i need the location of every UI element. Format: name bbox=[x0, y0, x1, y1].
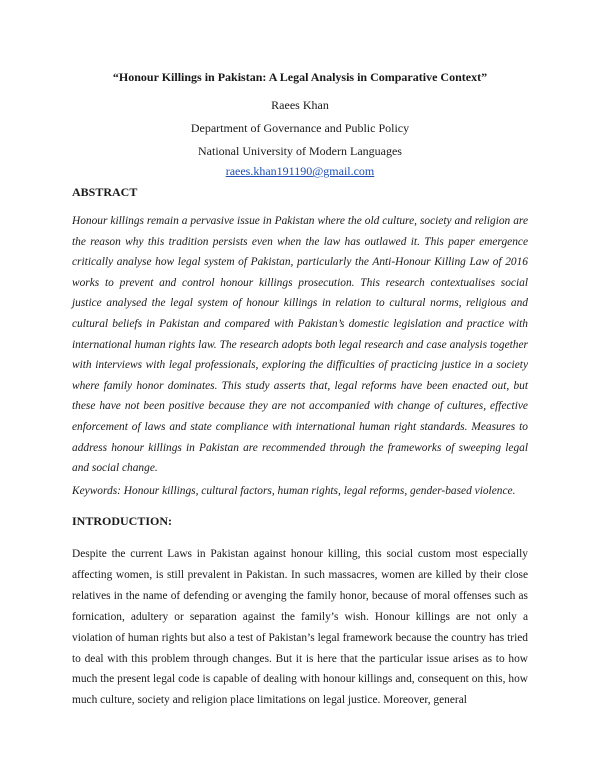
introduction-text: Despite the current Laws in Pakistan against honour killing, this social custom most especially affecting women, is still prevalent in Pakistan. In such massacres, women are killed by their close relatives in the name of defending or avenging the family honor, because of moral offenses such as fornication, adultery or separation against the family’s wish. Honour killings are not only a violation of human rights but also a test of Pakistan’s legal framework because the country has tried to deal with this problem through changes. But it is here that the particular issue arises as to how much the present legal code is capable of dealing with honour killings and, consequent on this, how much culture, society and religion place limitations on legal justice. Moreover, general bbox=[72, 548, 528, 707]
paper-title: “Honour Killings in Pakistan: A Legal Analysis in Comparative Context” bbox=[112, 70, 488, 84]
abstract-text: Honour killings remain a pervasive issue in Pakistan where the old culture, society and religion are the reason why this tradition persists even when the law has outlawed it. This paper emergence critically analyse how legal system of Pakistan, particularly the Anti-Honour Killing Law of 2016 works to prevent and control honour killings prosecution. This research contextualises social justice analysed the legal system of honour killings in relation to cultural norms, religious and cultural beliefs in Pakistan and compared with Pakistan’s domestic legislation and practice with international human rights law. The research adopts both legal research and case analysis together with interviews with legal professionals, exploring the difficulties of practicing justice in a society where family honor dominates. This study asserts that, legal reforms have been enacted out, but these have not been positive because they are not accompanied with change of cultures, effective enforcement of laws and state compliance with international human right standards. Measures to address honour killings in Pakistan are recommended through the frameworks of sweeping legal and social change. bbox=[72, 215, 528, 475]
abstract-heading: ABSTRACT bbox=[72, 185, 138, 199]
author-email-link[interactable]: raees.khan191190@gmail.com bbox=[225, 164, 375, 178]
author-name: Raees Khan bbox=[271, 98, 329, 112]
introduction-heading: INTRODUCTION: bbox=[72, 514, 173, 528]
author-university: National University of Modern Languages bbox=[198, 144, 402, 158]
author-department: Department of Governance and Public Policy bbox=[190, 121, 410, 135]
keywords-line: Keywords: Honour killings, cultural factors, human rights, legal reforms, gender-based violence. bbox=[72, 485, 516, 497]
